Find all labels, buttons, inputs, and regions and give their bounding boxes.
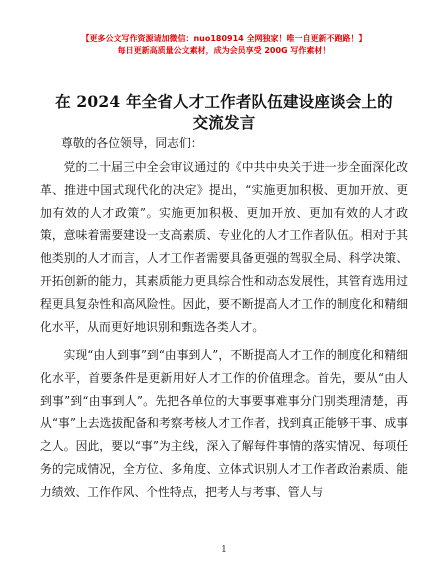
- page-number: 1: [221, 545, 227, 555]
- body-paragraph-2: 实现“由人到事”到“由事到人”，不断提高人才工作的制度化和精细化水平，首要条件是更新用好人才工作的价值理念。首先，要从“由人到事”到“由事到人”。先把各单位的大事要事难事分门别类理清楚，再从“事”上去选拔配备和考察考核人才工作者，找到真正能够干事、成事之人。因此，要以“事”为主线，深入了解每件事情的落实情况、每项任务的完成情况，全方位、多角度、立体式识别人才工作者政治素质、能力绩效、工作作风、个性特点，把考人与考事、管人与: [40, 348, 408, 499]
- body-paragraph-1: 党的二十届三中全会审议通过的《中共中央关于进一步全面深化改革、推进中国式现代化的决定》提出，“实施更加积极、更加开放、更加有效的人才政策”。实施更加积极、更加开放、更加有效的人才政策，意味着需要建设一支高素质、专业化的人才工作者队伍。相对于其他类别的人才而言，人才工作者需要具备更强的驾驭全局、科学决策、开拓创新的能力，其素质能力更具综合性和动态发展性，其管育选用过程更具复杂性和高风险性。因此，要不断提高人才工作的制度化和精细化水平，从而更好地识别和甄选各类人才。: [40, 160, 408, 334]
- document-title-line2: 交流发言: [192, 113, 256, 132]
- document-title-line1: 在 2024 年全省人才工作者队伍建设座谈会上的: [55, 92, 393, 111]
- promo-banner-line2: 每日更新高质量公文素材，成为会员享受 200G 写作素材！: [117, 46, 331, 55]
- salutation: 尊敬的各位领导，同志们：: [61, 136, 203, 150]
- promo-banner-line1: 【更多公文写作资源请加微信：nuo180914 全网独家！唯一自更新不跑路！】: [81, 34, 367, 43]
